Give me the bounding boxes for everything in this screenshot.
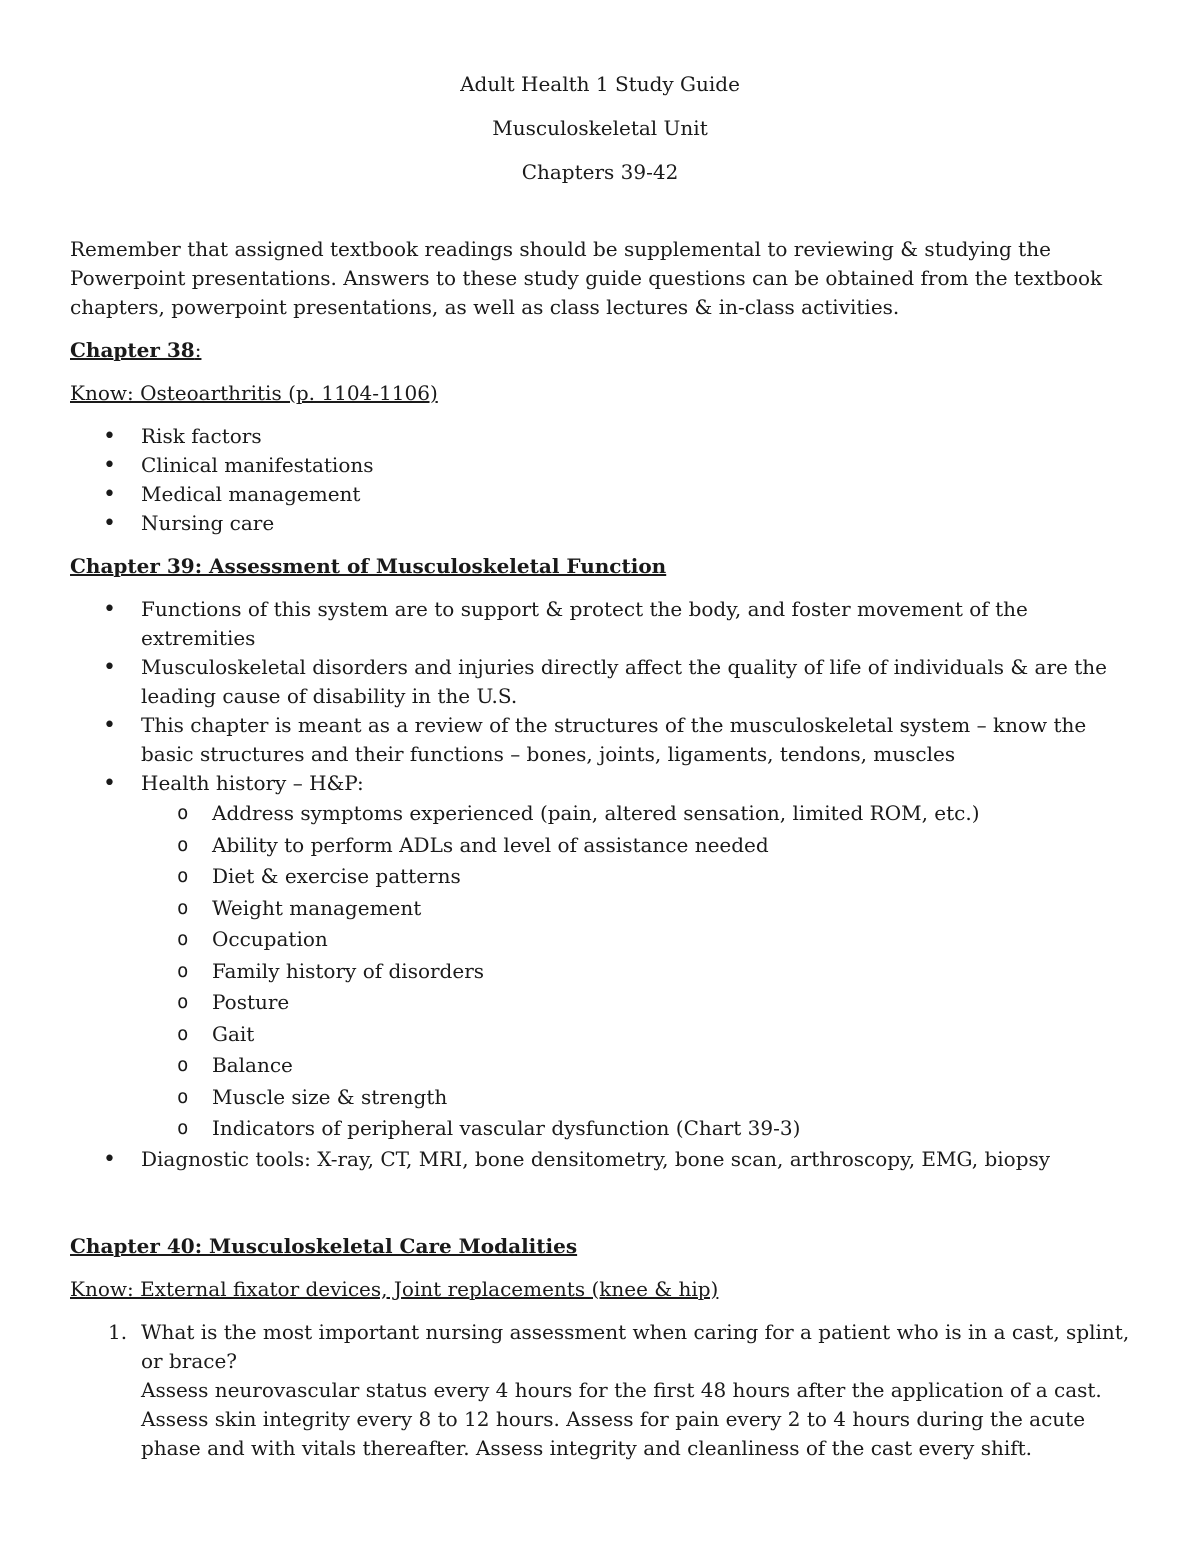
document-title: Adult Health 1 Study Guide — [460, 72, 740, 96]
sub-list-item: o Address symptoms experienced (pain, altered sensation, limited ROM, etc.) — [141, 798, 1130, 830]
chapter-38-heading-text: Chapter 38 — [70, 338, 195, 362]
sub-list-item: o Diet & exercise patterns — [141, 861, 1130, 893]
sub-list-item: o Gait — [141, 1019, 1130, 1051]
chapter-39-heading: Chapter 39: Assessment of Musculoskeletal Function — [70, 554, 667, 578]
list-item: • Risk factors — [70, 422, 1130, 451]
list-item: • Functions of this system are to support & protect the body, and foster movement of the extremities — [70, 595, 1130, 653]
chapter-39-list — [70, 595, 1130, 1174]
health-history-item — [70, 769, 1130, 1145]
list-item: • Medical management — [70, 480, 1130, 509]
sub-list-item: o Ability to perform ADLs and level of assistance needed — [141, 830, 1130, 862]
sub-list-item: o Indicators of peripheral vascular dysfunction (Chart 39-3) — [141, 1113, 1130, 1145]
sub-list-item: o Occupation — [141, 924, 1130, 956]
question-item — [70, 1318, 1130, 1463]
list-item: • Diagnostic tools: X-ray, CT, MRI, bone densitometry, bone scan, arthroscopy, EMG, biopsy — [70, 1145, 1130, 1174]
question-text: What is the most important nursing assessment when caring for a patient who is in a cast, splint, or brace? — [141, 1319, 1130, 1373]
unit-title: Musculoskeletal Unit — [492, 116, 708, 140]
health-history-label: Health history – H&P: — [141, 771, 364, 795]
title-block — [70, 70, 1130, 187]
chapter-40-heading: Chapter 40: Musculoskeletal Care Modalities — [70, 1233, 578, 1258]
chapter-38-know: Know: Osteoarthritis (p. 1104-1106) — [70, 381, 438, 405]
section-spacer — [70, 1188, 1130, 1232]
list-item: • Musculoskeletal disorders and injuries directly affect the quality of life of individuals & are the leading cause of disability in the U.S. — [70, 653, 1130, 711]
intro-paragraph: Remember that assigned textbook readings should be supplemental to reviewing & studying the Powerpoint presentations. Answers to these study guide questions can be obtained from the textbook chapters, powerpoint presentations, as well as class lectures & in-class activities. — [70, 237, 1103, 319]
document-page — [70, 70, 1130, 1463]
chapters-range: Chapters 39-42 — [521, 160, 679, 184]
list-item: • Clinical manifestations — [70, 451, 1130, 480]
chapter-38-list — [70, 422, 1130, 538]
chapter-38-heading — [70, 336, 1130, 365]
question-number: 1. — [108, 1319, 128, 1344]
sub-list-item: o Weight management — [141, 893, 1130, 925]
answer-text: Assess neurovascular status every 4 hours for the first 48 hours after the application of a cast. Assess skin integrity every 8 to 12 hours. Assess for pain every 2 to 4 hours during the acute phase and with vitals thereafter. Assess integrity and cleanliness of the cast every shift. — [141, 1377, 1102, 1460]
list-item: • Nursing care — [70, 509, 1130, 538]
chapter-40-questions — [70, 1318, 1130, 1463]
chapter-40-know: Know: External fixator devices, Joint replacements (knee & hip) — [70, 1276, 719, 1301]
sub-list-item: o Muscle size & strength — [141, 1082, 1130, 1114]
sub-list-item: o Posture — [141, 987, 1130, 1019]
sub-list-item: o Family history of disorders — [141, 956, 1130, 988]
list-item: • This chapter is meant as a review of the structures of the musculoskeletal system – know the basic structures and their functions – bones, joints, ligaments, tendons, muscles — [70, 711, 1130, 769]
health-history-sublist — [141, 798, 1130, 1145]
chapter-38-heading-colon: : — [194, 338, 202, 362]
sub-list-item: o Balance — [141, 1050, 1130, 1082]
